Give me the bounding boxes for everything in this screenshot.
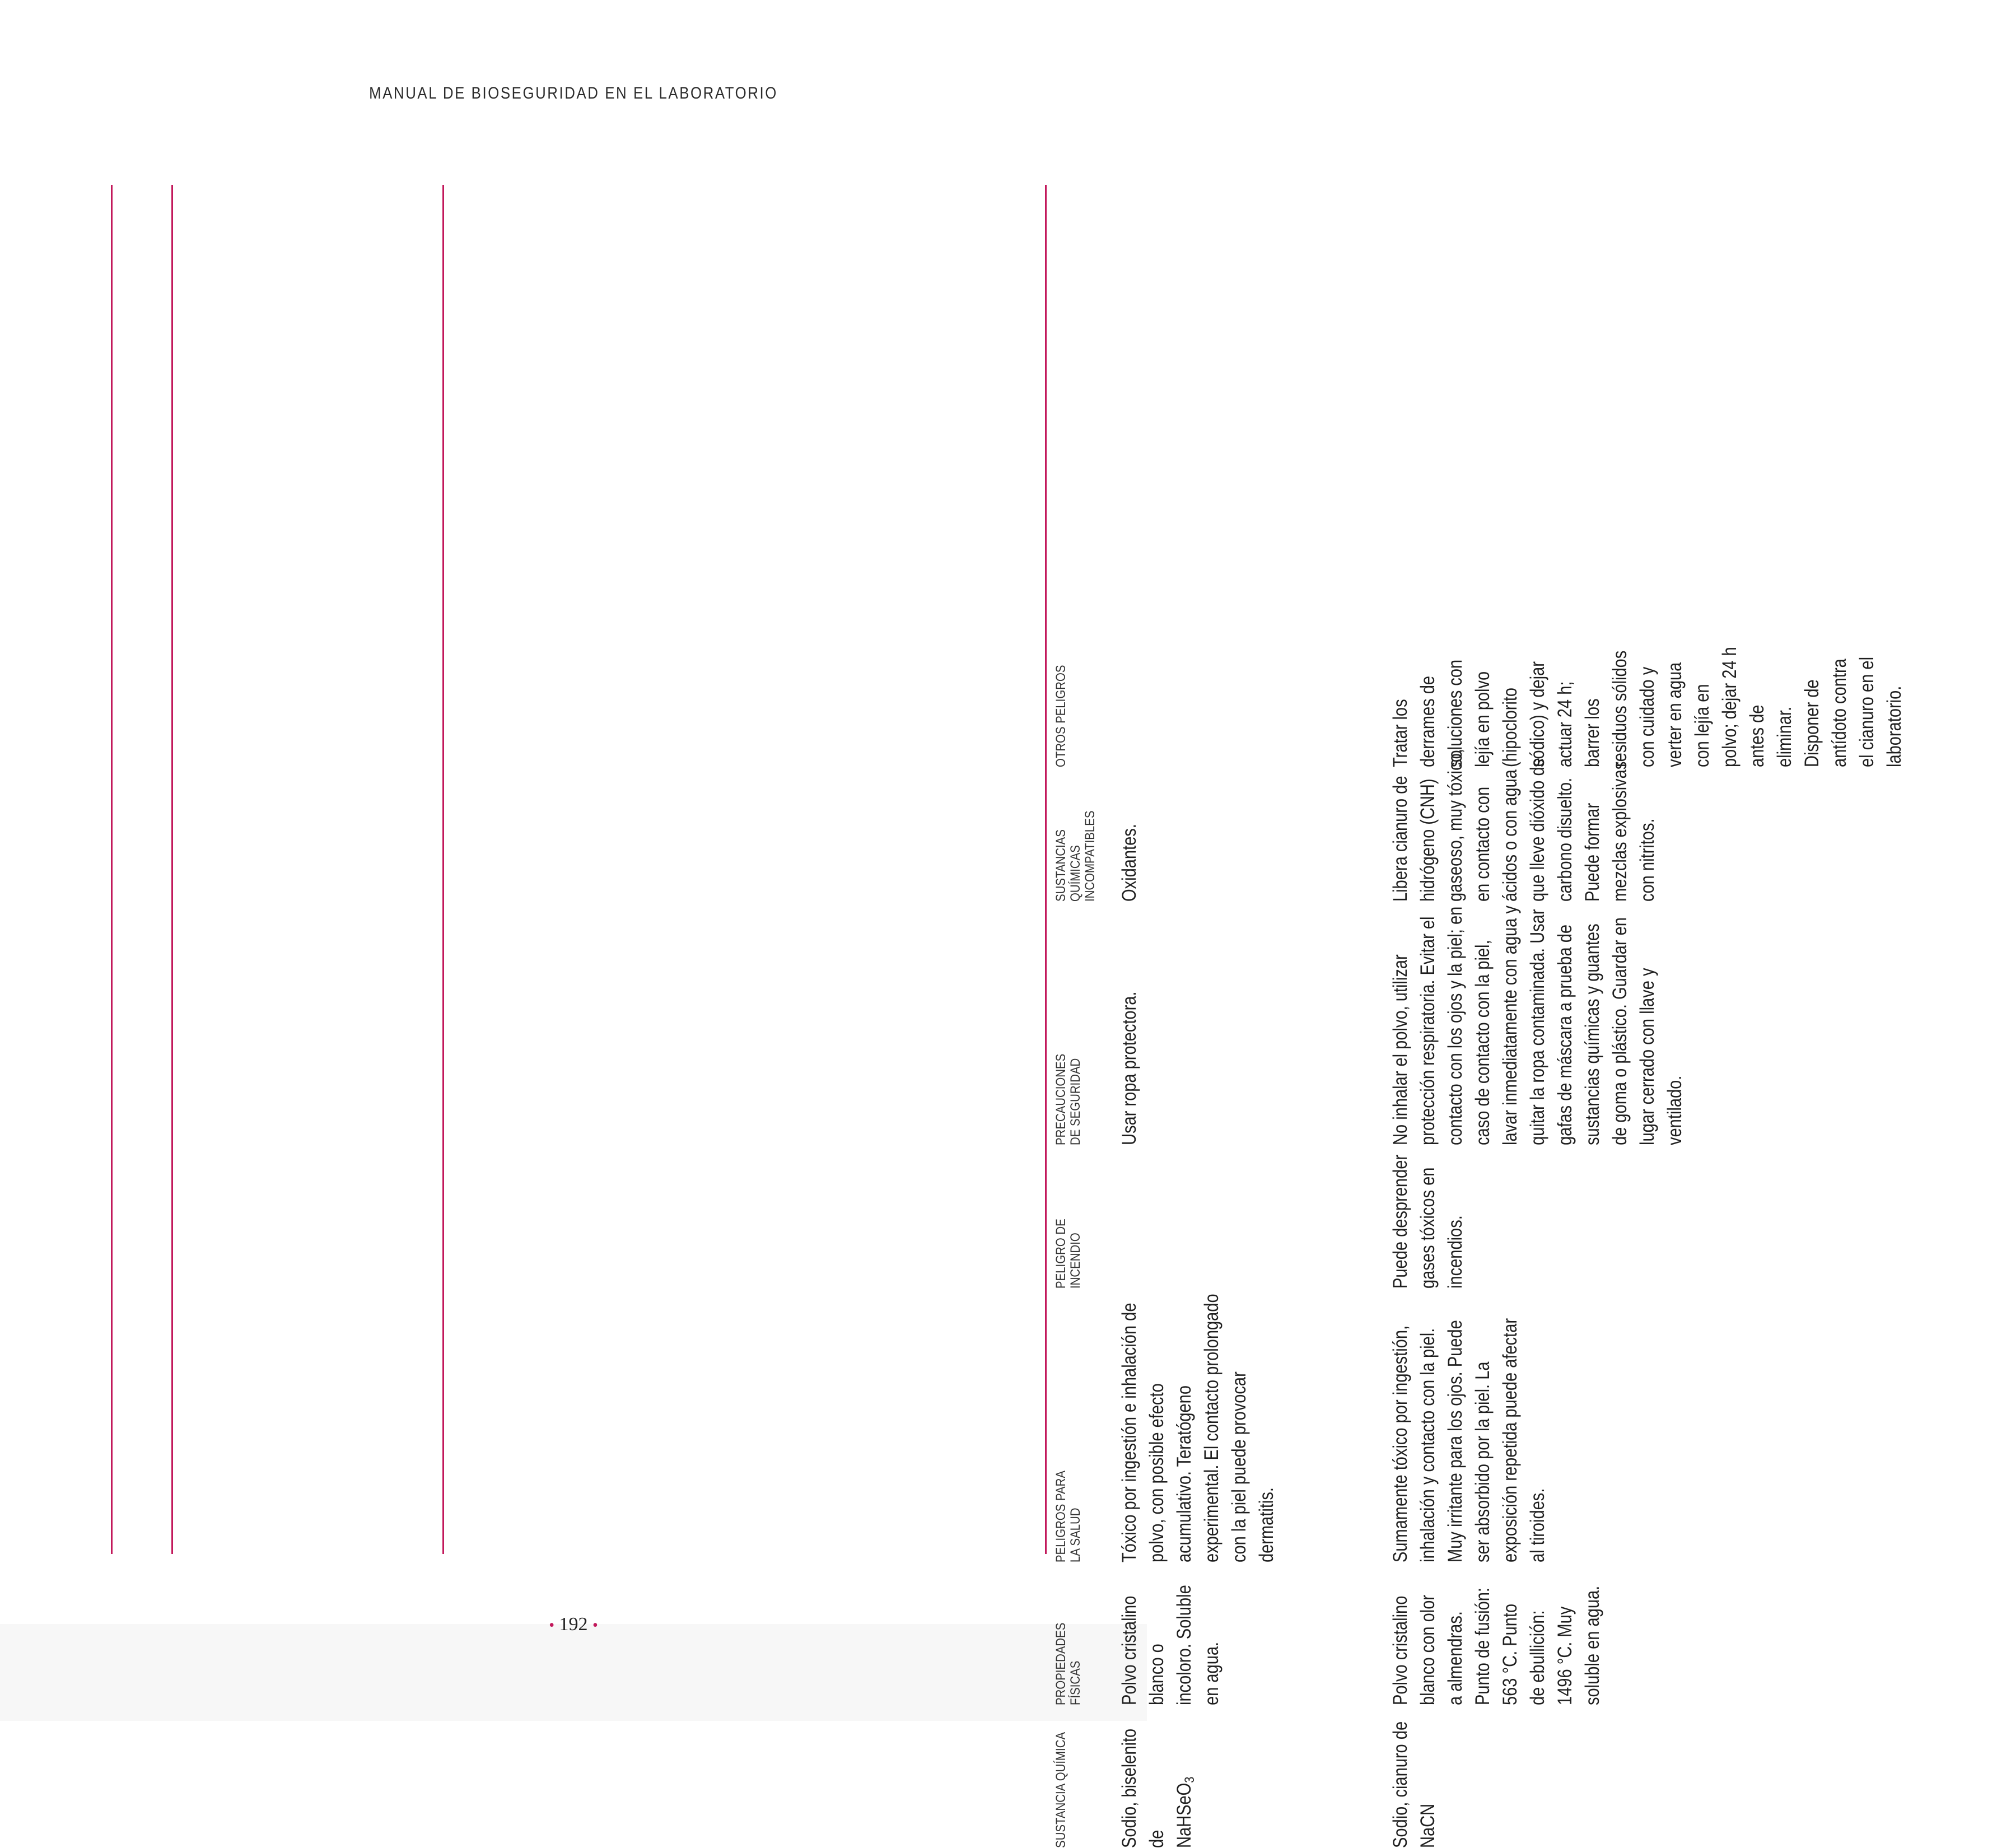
header-incompatible: SUSTANCIAS QUÍMICAS INCOMPATIBLES — [1054, 792, 1098, 902]
formula-main: NaHSeO — [1173, 1783, 1195, 1848]
header-other: OTROS PELIGROS — [1054, 662, 1069, 767]
page-bottom-tint — [0, 1624, 1147, 1721]
table-rule-top — [111, 185, 113, 1554]
formula-main: NaCN — [1417, 1804, 1439, 1848]
header-health: PELIGROS PARA LA SALUD — [1054, 1467, 1083, 1562]
cell-physical: Polvo cristalino blanco con olor a almendras. Punto de fusión: 563 °C. Punto de ebullición: 1496 °C. Muy soluble en agua. — [1387, 1584, 1606, 1705]
rotated-table — [1045, 1109, 1997, 1848]
cell-other: Tratar los derrames de soluciones con lejía en polvo (hipoclorito sódico) y dejar actuar 24 h; barrer los residuos sólidos con cuidado y verter en agua con lejía en polvo; dejar 24 h antes de eliminar. Disponer de antídoto contra el cianuro en el laboratorio. — [1387, 646, 1908, 767]
table-rule-header — [171, 185, 173, 1554]
page-number: 192 — [559, 1614, 588, 1635]
cell-precautions: Usar ropa protectora. — [1116, 908, 1143, 1145]
header-physical: PROPIEDADES FÍSICAS — [1054, 1639, 1083, 1705]
cell-precautions: No inhalar el polvo, utilizar protección respiratoria. Evitar el contacto con los ojos y la piel; en caso de contacto con la piel, lavar inmediatamente con agua y quitar la ropa contaminada. Usar gafas de máscara a prueba de sustancias químicas y guantes de goma o plástico. Guardar en lugar cerrado con llave y ventilado. — [1387, 903, 1688, 1145]
table-header-row — [1054, 1109, 1104, 1848]
formula-subscript: 3 — [1182, 1777, 1197, 1783]
page-number-footer — [0, 1614, 1147, 1635]
table-rule-row-separator — [442, 185, 444, 1554]
cell-physical: Polvo cristalino blanco o incoloro. Soluble en agua. — [1116, 1584, 1225, 1705]
folio-dot-left: • — [549, 1617, 554, 1634]
chemical-name: Sodio, biselenito de — [1116, 1718, 1170, 1848]
cell-chemical — [1116, 1718, 1203, 1848]
header-fire: PELIGRO DE INCENDIO — [1054, 1165, 1083, 1289]
cell-incompatible: Oxidantes. — [1116, 744, 1143, 902]
cell-fire: Puede desprender gases tóxicos en incendios. — [1387, 1140, 1469, 1289]
cell-health: Sumamente tóxico por ingestión, inhalación y contacto con la piel. Muy irritante para los ojos. Puede ser absorbido por la piel. La exposición repetida puede afectar al tiroides. — [1387, 1316, 1551, 1562]
cell-incompatible: Libera cianuro de hidrógeno (CNH) gaseoso, muy tóxico, en contacto con ácidos o con agua que lleve dióxido de carbono disuelto. Puede formar mezclas explosivas con nitritos. — [1387, 748, 1661, 902]
table-row — [1387, 1109, 1986, 1848]
cell-health: Tóxico por ingestión e inhalación de polvo, con posible efecto acumulativo. Teratógeno experimental. El contacto prolongado con la piel puede provocar dermatitis. — [1116, 1293, 1280, 1562]
header-precautions: PRECAUCIONES DE SEGURIDAD — [1054, 1050, 1083, 1145]
chemical-name: Sodio, cianuro de — [1387, 1718, 1414, 1848]
folio-dot-right: • — [592, 1617, 598, 1634]
header-chemical: SUSTANCIA QUÍMICA — [1054, 1729, 1069, 1848]
table-row — [1116, 1109, 1373, 1848]
chemical-formula — [1414, 1718, 1447, 1848]
chemical-formula — [1170, 1718, 1203, 1848]
running-title: MANUAL DE BIOSEGURIDAD EN EL LABORATORIO — [80, 84, 1066, 103]
cell-chemical — [1387, 1718, 1447, 1848]
